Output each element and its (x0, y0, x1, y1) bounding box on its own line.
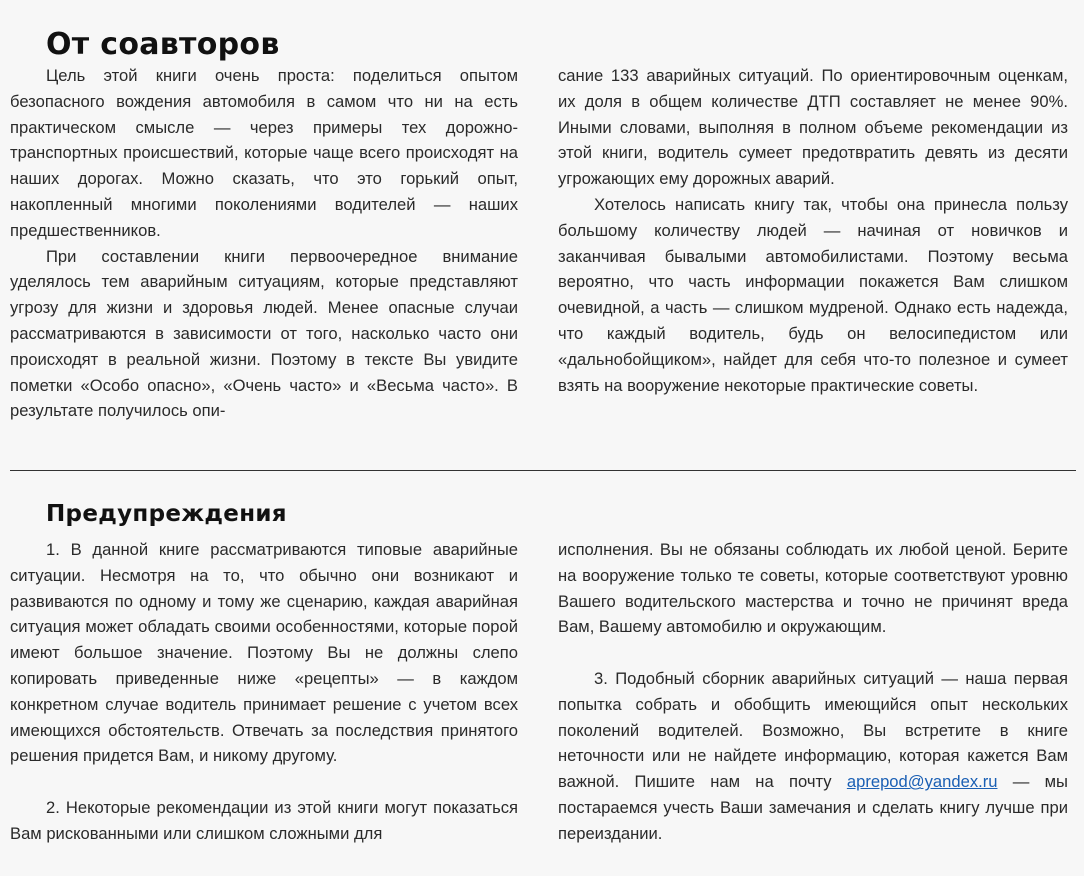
warning-item-2: 2. Некоторые рекомендации из этой книги могут показаться Вам рискованными или слишком сложными для (10, 797, 518, 843)
paragraph-spacer (10, 769, 518, 795)
warnings-column-left (10, 537, 518, 847)
warning-item-3-text-end: — мы постараемся учесть Ваши замечания и сделать книгу лучше при переиздании. (558, 772, 1068, 843)
warning-item-1: 1. В данной книге рассматриваются типовые аварийные ситуации. Несмотря на то, что обычно они возникают и развиваются по одному и тому же сценарию, каждая аварийная ситуация может обладать своими особенностями, которые порой имеют большое значение. Поэтому Вы не должны слепо копировать приведенные ниже «рецепты» — в каждом конкретном случае водитель принимает решение с учетом всех имеющихся обстоятельств. Отвечать за последствия принятого решения придется Вам, и никому другому. (10, 540, 518, 766)
email-link[interactable]: aprepod@yandex.ru (846, 772, 998, 792)
coauthors-paragraph-2: При составлении книги первоочередное внимание уделялось тем аварийным ситуациям, которые представляют угрозу для жизни и здоровья людей. Менее опасные случаи рассматриваются в зависимости от того, насколько часто они происходят в реальной жизни. Поэтому в тексте Вы увидите пометки «Особо опасно», «Очень часто» и «Весьма часто». В результате получилось опи- (10, 246, 518, 421)
paragraph-spacer (558, 640, 1068, 666)
coauthors-column-left (10, 63, 518, 424)
section-title-warnings: Предупреждения (46, 501, 287, 528)
coauthors-paragraph-2-continued: сание 133 аварийных ситуаций. По ориентировочным оценкам, их доля в общем количестве ДТП составляет не менее 90%. Иными словами, выполняя в полном объеме рекомендации из этой книги, водитель сумеет предотвратить девять из десяти угрожающих ему дорожных аварий. (558, 66, 1068, 189)
warning-item-3-text: 3. Подобный сборник аварийных ситуаций — наша первая попытка собрать и обобщить имеющийся опыт нескольких поколений водителей. Возможно, Вы встретите в книге неточности или не найдете информацию, которая кажется Вам важной. Пишите нам на почту (558, 668, 1068, 792)
coauthors-column-right (558, 63, 1068, 398)
warning-item-3 (558, 666, 1068, 847)
section-title-coauthors: От соавторов (46, 27, 280, 63)
warnings-column-right (558, 537, 1068, 847)
warning-item-2-continued: исполнения. Вы не обязаны соблюдать их любой ценой. Берите на вооружение только те советы, которые соответствуют уровню Вашего водительского мастерства и точно не причинят вреда Вам, Вашему автомобилю и окружающим. (558, 540, 1068, 637)
coauthors-paragraph-1: Цель этой книги очень проста: поделиться опытом безопасного вождения автомобиля в самом что ни на есть практическом смысле — через примеры тех дорожно-транспортных происшествий, которые чаще всего происходят на наших дорогах. Можно сказать, что это горький опыт, накопленный многими поколениями водителей — наших предшественников. (10, 66, 518, 240)
section-divider (10, 470, 1076, 471)
coauthors-paragraph-3: Хотелось написать книгу так, чтобы она принесла пользу большому количеству людей — начиная от новичков и заканчивая бывалыми автомобилистами. Поэтому весьма вероятно, что часть информации покажется Вам слишком очевидной, а часть — слишком мудреной. Однако есть надежда, что каждый водитель, будь он велосипедистом или «дальнобойщиком», найдет для себя что-то полезное и сумеет взять на вооружение некоторые практические советы. (558, 194, 1068, 395)
